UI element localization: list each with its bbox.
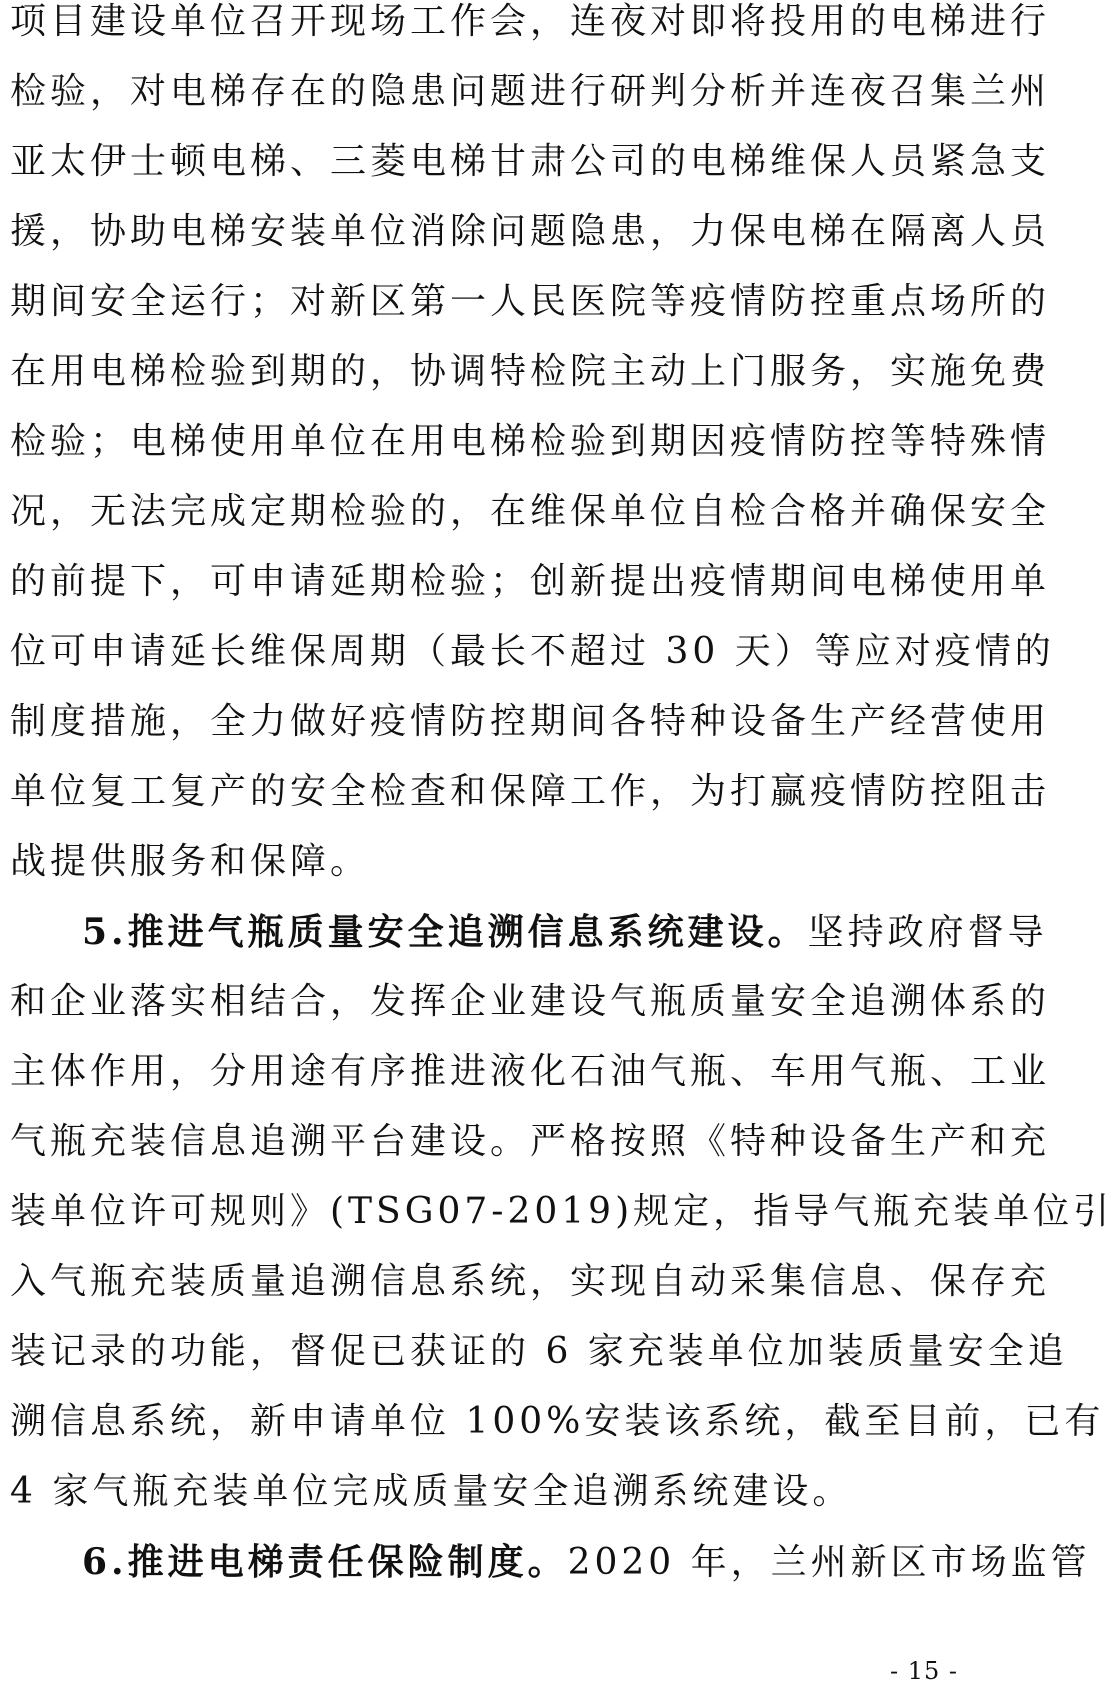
paragraph-line: 的前提下，可申请延期检验；创新提出疫情期间电梯使用单 xyxy=(10,561,1051,602)
paragraph-line: 4 家气瓶充装单位完成质量安全追溯系统建设。 xyxy=(10,1471,853,1512)
paragraph-line: 在用电梯检验到期的，协调特检院主动上门服务，实施免费 xyxy=(10,351,1051,392)
paragraph-line: 主体作用，分用途有序推进液化石油气瓶、车用气瓶、工业 xyxy=(10,1051,1051,1092)
section-5-first-line xyxy=(82,902,1048,962)
section-5-first-line-text: 坚持政府督导 xyxy=(807,912,1048,953)
page-number: - 15 - xyxy=(890,1657,959,1685)
section-6-first-line xyxy=(82,1532,1091,1592)
section-6-first-line-text: 2020 年，兰州新区市场监管 xyxy=(567,1542,1091,1583)
paragraph-line: 亚太伊士顿电梯、三菱电梯甘肃公司的电梯维保人员紧急支 xyxy=(10,141,1051,182)
paragraph-line: 装记录的功能，督促已获证的 6 家充装单位加装质量安全追 xyxy=(10,1331,1068,1372)
paragraph-line: 单位复工复产的安全检查和保障工作，为打赢疫情防控阻击 xyxy=(10,771,1051,812)
paragraph-line: 位可申请延长维保周期（最长不超过 30 天）等应对疫情的 xyxy=(10,631,1055,672)
section-5-heading: 5.推进气瓶质量安全追溯信息系统建设。 xyxy=(82,911,808,953)
paragraph-line: 战提供服务和保障。 xyxy=(10,841,371,882)
paragraph-line: 入气瓶充装质量追溯信息系统，实现自动采集信息、保存充 xyxy=(10,1261,1051,1302)
paragraph-line: 检验；电梯使用单位在用电梯检验到期因疫情防控等特殊情 xyxy=(10,421,1051,462)
paragraph-line: 检验，对电梯存在的隐患问题进行研判分析并连夜召集兰州 xyxy=(10,71,1051,112)
paragraph-line: 和企业落实相结合，发挥企业建设气瓶质量安全追溯体系的 xyxy=(10,981,1051,1022)
paragraph-line: 项目建设单位召开现场工作会，连夜对即将投用的电梯进行 xyxy=(10,1,1051,42)
paragraph-line: 援，协助电梯安装单位消除问题隐患，力保电梯在隔离人员 xyxy=(10,211,1051,252)
paragraph-line: 况，无法完成定期检验的，在维保单位自检合格并确保安全 xyxy=(10,491,1051,532)
paragraph-line: 溯信息系统，新申请单位 100%安装该系统，截至目前，已有 xyxy=(10,1401,1105,1442)
paragraph-line: 气瓶充装信息追溯平台建设。严格按照《特种设备生产和充 xyxy=(10,1121,1051,1162)
section-6-heading: 6.推进电梯责任保险制度。 xyxy=(82,1541,568,1583)
paragraph-line: 制度措施，全力做好疫情防控期间各特种设备生产经营使用 xyxy=(10,701,1051,742)
paragraph-line: 装单位许可规则》(TSG07-2019)规定，指导气瓶充装单位引 xyxy=(10,1191,1113,1232)
paragraph-line: 期间安全运行；对新区第一人民医院等疫情防控重点场所的 xyxy=(10,281,1051,322)
